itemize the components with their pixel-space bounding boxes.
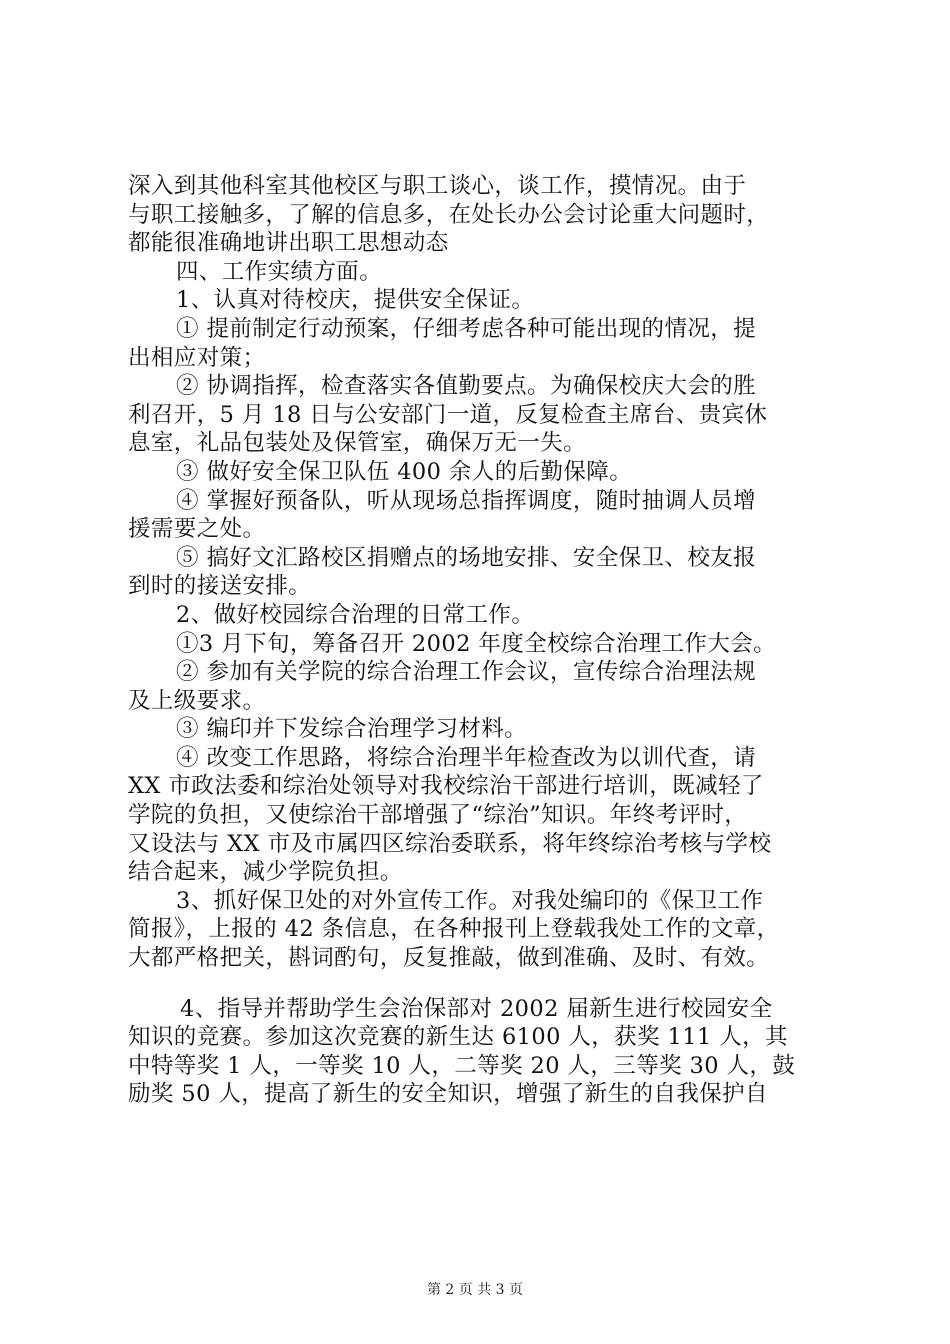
text-line: 又设法与 XX 市及市属四区综治委联系，将年终综治考核与学校 bbox=[128, 830, 772, 857]
list-item: ⑤ 搞好文汇路校区捐赠点的场地安排、安全保卫、校友报 bbox=[176, 544, 757, 571]
body-text bbox=[128, 172, 840, 1109]
text-line: 结合起来，减少学院负担。 bbox=[128, 859, 403, 886]
list-item: ③ 编印并下发综合治理学习材料。 bbox=[176, 716, 528, 743]
subsection-heading: 2、做好校园综合治理的日常工作。 bbox=[176, 601, 535, 628]
paragraph-gap bbox=[128, 973, 840, 995]
subsection-heading: 4、指导并帮助学生会治保部对 2002 届新生进行校园安全 bbox=[180, 995, 773, 1022]
text-line: 深入到其他科室其他校区与职工谈心，谈工作，摸情况。由于 bbox=[128, 173, 747, 199]
page-footer: 第 2 页 共 3 页 bbox=[426, 1282, 524, 1298]
subsection-heading: 3、抓好保卫处的对外宣传工作。对我处编印的《保卫工作 bbox=[176, 887, 764, 914]
text-line: 息室，礼品包装处及保管室，确保万无一失。 bbox=[128, 430, 587, 457]
text-line: 简报》，上报的 42 条信息，在各种报刊上登载我处工作的文章， bbox=[128, 916, 780, 943]
list-item: ③ 做好安全保卫队伍 400 余人的后勤保障。 bbox=[176, 458, 633, 485]
text-line: 大都严格把关，斟词酌句，反复推敲，做到准确、及时、有效。 bbox=[128, 945, 770, 972]
text-line: 知识的竞赛。参加这次竞赛的新生达 6100 人，获奖 111 人，其 bbox=[128, 1024, 788, 1051]
section-heading: 四、工作实绩方面。 bbox=[176, 258, 383, 285]
list-item: ①3 月下旬，筹备召开 2002 年度全校综合治理工作大会。 bbox=[176, 630, 777, 657]
subsection-heading: 1、认真对待校庆，提供安全保证。 bbox=[176, 287, 535, 314]
text-line: 都能很准确地讲出职工思想动态 bbox=[128, 230, 449, 257]
list-item: ④ 掌握好预备队，听从现场总指挥调度，随时抽调人员增 bbox=[176, 487, 757, 514]
list-item: ④ 改变工作思路，将综合治理半年检查改为以训代查，请 bbox=[176, 744, 757, 771]
text-line: 到时的接送安排。 bbox=[128, 573, 312, 600]
text-line: 励奖 50 人，提高了新生的安全知识，增强了新生的自我保护自 bbox=[128, 1081, 768, 1108]
text-line: 援需要之处。 bbox=[128, 516, 266, 543]
text-line: 利召开，5 月 18 日与公安部门一道，反复检查主席台、贵宾休 bbox=[128, 401, 768, 428]
text-line: 出相应对策； bbox=[128, 344, 266, 371]
text-line: XX 市政法委和综治处领导对我校综治干部进行培训，既减轻了 bbox=[128, 773, 764, 800]
list-item: ② 参加有关学院的综合治理工作会议，宣传综合治理法规 bbox=[176, 659, 757, 686]
text-line: 学院的负担，又使综治干部增强了“综治”知识。年终考评时， bbox=[128, 802, 748, 829]
text-line: 及上级要求。 bbox=[128, 687, 266, 714]
text-line: 与职工接触多，了解的信息多，在处长办公会讨论重大问题时， bbox=[128, 201, 770, 228]
list-item: ② 协调指挥，检查落实各值勤要点。为确保校庆大会的胜 bbox=[176, 373, 757, 400]
list-item: ① 提前制定行动预案，仔细考虑各种可能出现的情况，提 bbox=[176, 315, 757, 342]
text-line: 中特等奖 1 人，一等奖 10 人，二等奖 20 人，三等奖 30 人，鼓 bbox=[128, 1052, 796, 1079]
